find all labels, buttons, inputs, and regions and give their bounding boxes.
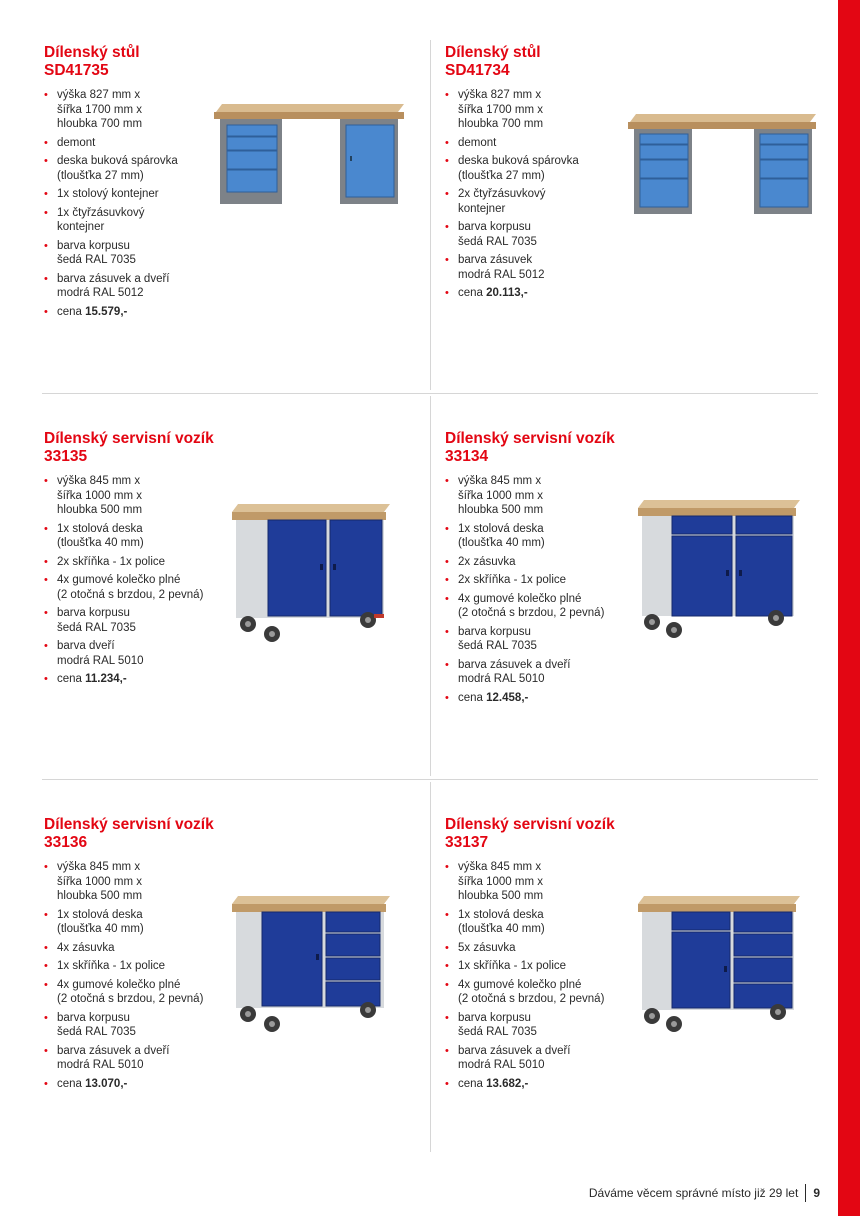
spec-line: (tloušťka 27 mm) (458, 169, 545, 182)
spec-line: šedá RAL 7035 (458, 235, 537, 248)
spec-line: hloubka 500 mm (458, 890, 544, 902)
spec-item (44, 573, 214, 602)
spec-line: modrá RAL 5010 (458, 673, 545, 685)
price-value: 20.113,- (486, 287, 528, 299)
price-item (44, 305, 214, 320)
spec-list (44, 88, 214, 319)
spec-line: (2 otočná s brzdou, 2 pevná) (458, 607, 605, 619)
spec-line: • barva korpusu (57, 239, 130, 252)
product-title (44, 430, 424, 466)
spec-line: (tloušťka 40 mm) (458, 537, 545, 549)
spec-line: • 1x stolová deska (57, 908, 143, 921)
spec-line: • 2x zásuvka (458, 555, 516, 568)
spec-item (445, 187, 615, 216)
spec-list (445, 474, 615, 705)
column-divider (430, 782, 431, 1152)
product-name: Dílenský servisní vozík (44, 816, 214, 833)
page-number: 9 (813, 1186, 820, 1200)
spec-item (445, 555, 615, 570)
spec-item (445, 136, 615, 151)
price-item (44, 1077, 214, 1092)
spec-line: hloubka 700 mm (458, 118, 544, 130)
product-title (445, 816, 825, 852)
price-value: 13.682,- (486, 1077, 529, 1090)
spec-line: šířka 1700 mm x (458, 103, 543, 116)
spec-item (44, 941, 214, 956)
spec-list (44, 474, 214, 687)
spec-item (44, 474, 214, 518)
spec-line: modrá RAL 5010 (57, 654, 144, 667)
spec-line: • 2x čtyřzásuvkový (458, 188, 546, 200)
product-code: SD41735 (44, 62, 109, 79)
price-item (445, 1077, 615, 1092)
spec-line: • výška 845 mm x (458, 475, 542, 487)
price-label: cena (57, 673, 82, 685)
price-value: 12.458,- (486, 691, 529, 704)
spec-line: (2 otočná s brzdou, 2 pevná) (57, 588, 204, 601)
spec-item (445, 941, 615, 956)
spec-item (445, 1044, 615, 1073)
spec-line: • barva zásuvek a dveří (57, 1044, 170, 1057)
spec-line: modrá RAL 5012 (458, 268, 545, 281)
spec-line: modrá RAL 5010 (458, 1059, 545, 1071)
spec-line: • 4x gumové kolečko plné (458, 592, 582, 605)
spec-line: • výška 845 mm x (57, 861, 141, 873)
product-code: 33136 (44, 834, 88, 851)
spec-item (445, 154, 615, 183)
spec-line: • barva zásuvek a dveří (458, 658, 571, 671)
spec-line: • výška 845 mm x (458, 861, 542, 873)
spec-line: • 4x zásuvka (57, 941, 115, 954)
spec-line: hloubka 500 mm (57, 890, 143, 902)
spec-line: hloubka 500 mm (57, 504, 143, 516)
spec-line: šedá RAL 7035 (458, 640, 537, 652)
spec-line: šedá RAL 7035 (57, 254, 136, 266)
spec-list (445, 88, 615, 301)
spec-line: modrá RAL 5010 (57, 1059, 144, 1071)
spec-line: • 1x skříňka - 1x police (458, 960, 567, 972)
spec-item (445, 592, 615, 621)
spec-line: šedá RAL 7035 (57, 621, 136, 634)
spec-item (44, 978, 214, 1007)
spec-line: • 1x stolový kontejner (57, 188, 159, 200)
spec-line: hloubka 500 mm (458, 504, 544, 516)
price-label: cena (458, 1077, 483, 1090)
spec-line: kontejner (57, 221, 105, 233)
spec-list (445, 860, 615, 1091)
spec-item (445, 474, 615, 518)
price-value: 15.579,- (85, 305, 128, 318)
spec-line: šířka 1000 mm x (57, 489, 142, 502)
price-item (445, 286, 615, 301)
spec-item (44, 1011, 214, 1040)
spec-item (44, 136, 214, 151)
price-item (44, 672, 214, 687)
spec-line: kontejner (458, 202, 506, 215)
spec-item (44, 206, 214, 235)
spec-line: • barva dveří (57, 640, 115, 652)
spec-item (44, 908, 214, 937)
spec-line: modrá RAL 5012 (57, 287, 144, 299)
product-name: Dílenský stůl (445, 44, 541, 61)
service-cart-image (634, 494, 802, 640)
workbench-image (210, 100, 406, 206)
spec-line: • deska buková spárovka (57, 155, 178, 167)
price-value: 13.070,- (85, 1077, 128, 1090)
spec-line: • 1x stolová deska (57, 522, 143, 535)
product-name: Dílenský servisní vozík (445, 430, 615, 447)
spec-line: • 1x skříňka - 1x police (57, 960, 166, 972)
spec-line: (2 otočná s brzdou, 2 pevná) (458, 993, 605, 1005)
product-name: Dílenský stůl (44, 44, 140, 61)
spec-item (445, 88, 615, 132)
spec-line: šedá RAL 7035 (458, 1026, 537, 1038)
spec-item (44, 239, 214, 268)
spec-line: • barva zásuvek a dveří (57, 272, 170, 285)
spec-line: • 5x zásuvka (458, 941, 516, 954)
price-item (445, 691, 615, 706)
price-label: cena (57, 1077, 82, 1090)
spec-line: šířka 1000 mm x (458, 489, 543, 502)
column-divider (430, 40, 431, 390)
spec-line: • demont (458, 136, 497, 149)
spec-item (445, 253, 615, 282)
spec-line: (tloušťka 40 mm) (57, 923, 144, 935)
spec-item (445, 573, 615, 588)
price-label: cena (57, 305, 82, 318)
spec-line: • výška 827 mm x (458, 89, 542, 101)
spec-item (445, 658, 615, 687)
spec-line: • výška 827 mm x (57, 89, 141, 101)
price-value: 11.234,- (85, 673, 127, 685)
spec-item (445, 625, 615, 654)
page-edge-accent (838, 0, 860, 1216)
spec-item (44, 88, 214, 132)
product-code: 33137 (445, 834, 489, 851)
footer-slogan: Dáváme věcem správné místo již 29 let (588, 1186, 799, 1200)
spec-line: • barva zásuvek (458, 254, 533, 266)
service-cart-image (634, 890, 802, 1036)
spec-item (44, 272, 214, 301)
spec-item (44, 639, 214, 668)
spec-line: šířka 1700 mm x (57, 103, 142, 116)
spec-item (445, 220, 615, 249)
spec-line: šířka 1000 mm x (458, 875, 543, 888)
spec-line: hloubka 700 mm (57, 118, 143, 130)
spec-line: (tloušťka 27 mm) (57, 169, 144, 182)
product-title (445, 430, 825, 466)
spec-line: • 2x skříňka - 1x police (57, 555, 166, 568)
service-cart-image (228, 890, 392, 1036)
spec-line: • 4x gumové kolečko plné (57, 978, 181, 991)
footer-separator (805, 1184, 806, 1202)
spec-item (445, 522, 615, 551)
spec-line: • 1x čtyřzásuvkový (57, 206, 145, 219)
product-code: SD41734 (445, 62, 510, 79)
spec-line: • 2x skříňka - 1x police (458, 574, 567, 586)
spec-item (445, 959, 615, 974)
spec-line: (tloušťka 40 mm) (458, 923, 545, 935)
spec-item (445, 860, 615, 904)
spec-line: • barva korpusu (57, 607, 130, 619)
price-label: cena (458, 287, 483, 299)
product-name: Dílenský servisní vozík (44, 430, 214, 447)
spec-line: šedá RAL 7035 (57, 1026, 136, 1038)
spec-line: • barva korpusu (458, 625, 531, 638)
spec-line: • barva zásuvek a dveří (458, 1044, 571, 1057)
service-cart-image (228, 498, 392, 644)
spec-item (44, 959, 214, 974)
product-code: 33135 (44, 448, 88, 465)
column-divider (430, 396, 431, 776)
page-footer (589, 1184, 820, 1202)
product-title (44, 44, 424, 80)
spec-line: • barva korpusu (458, 221, 531, 233)
spec-line: • barva korpusu (458, 1011, 531, 1024)
spec-line: • 1x stolová deska (458, 522, 544, 535)
spec-item (44, 606, 214, 635)
spec-item (44, 1044, 214, 1073)
spec-item (44, 860, 214, 904)
product-name: Dílenský servisní vozík (445, 816, 615, 833)
row-divider (42, 393, 818, 394)
spec-line: • 4x gumové kolečko plné (458, 978, 582, 991)
spec-line: • deska buková spárovka (458, 155, 579, 167)
spec-line: • barva korpusu (57, 1011, 130, 1024)
spec-line: (2 otočná s brzdou, 2 pevná) (57, 993, 204, 1005)
spec-item (44, 154, 214, 183)
product-title (44, 816, 424, 852)
spec-item (445, 978, 615, 1007)
price-label: cena (458, 691, 483, 704)
spec-item (44, 522, 214, 551)
product-code: 33134 (445, 448, 489, 465)
row-divider (42, 779, 818, 780)
workbench-image (624, 110, 818, 216)
spec-line: (tloušťka 40 mm) (57, 537, 144, 549)
spec-item (44, 555, 214, 570)
spec-item (445, 908, 615, 937)
spec-line: • 1x stolová deska (458, 908, 544, 921)
spec-item (445, 1011, 615, 1040)
spec-line: • 4x gumové kolečko plné (57, 574, 181, 586)
product-title (445, 44, 825, 80)
spec-line: • demont (57, 136, 96, 149)
spec-item (44, 187, 214, 202)
spec-line: šířka 1000 mm x (57, 875, 142, 888)
spec-line: • výška 845 mm x (57, 475, 141, 487)
spec-list (44, 860, 214, 1091)
